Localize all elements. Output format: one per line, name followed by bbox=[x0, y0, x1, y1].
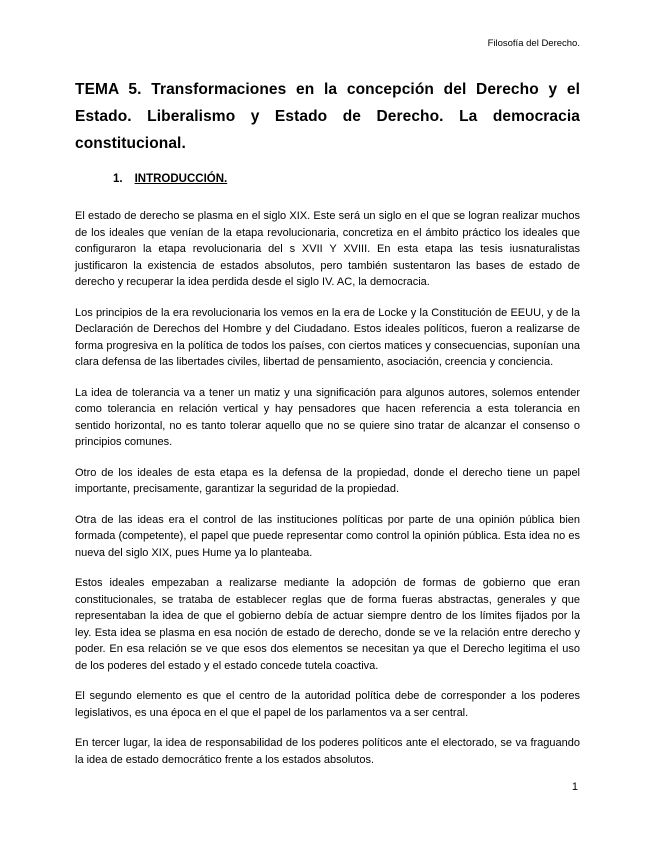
paragraph: Otra de las ideas era el control de las instituciones políticas por parte de una opinión pública bien formada (competente), el papel que puede representar como control la opinión pública. Esta idea no es nueva del siglo XIX, pues Hume ya lo planteaba. bbox=[75, 513, 580, 559]
running-head: Filosofía del Derecho. bbox=[487, 38, 580, 49]
paragraph: Los principios de la era revolucionaria los vemos en la era de Locke y la Constitución de EEUU, y de la Declaración de Derechos del Hombre y del Ciudadano. Estos ideales políticos, fueron a realizarse de forma progresiva en la política de todos los países, con ciertos matices y consecuencias, suponían una clara defensa de las libertades civiles, libertad de pensamiento, asociación, creencia y conciencia. bbox=[75, 306, 580, 368]
paragraph: La idea de tolerancia va a tener un matiz y una significación para algunos autores, solemos entender como tolerancia en relación vertical y hay pensadores que hacen referencia a esta tolerancia en sentido horizontal, no es tanto tolerar aquello que no se quiere sino tratar de alcanzar el consenso o principios comunes. bbox=[75, 386, 580, 448]
body-paragraphs bbox=[75, 208, 580, 768]
paragraph: El segundo elemento es que el centro de la autoridad política debe de corresponder a los poderes legislativos, es una época en el que el papel de los parlamentos va a ser central. bbox=[75, 690, 580, 719]
document-title: TEMA 5. Transformaciones en la concepción del Derecho y el Estado. Liberalismo y Estado de Derecho. La democracia constitucional. bbox=[75, 81, 580, 152]
page-number: 1 bbox=[571, 781, 578, 793]
paragraph: Otro de los ideales de esta etapa es la defensa de la propiedad, donde el derecho tiene un papel importante, precisamente, garantizar la seguridad de la propiedad. bbox=[75, 466, 580, 495]
paragraph: En tercer lugar, la idea de responsabilidad de los poderes políticos ante el electorado, se va fraguando la idea de estado democrático frente a los estados absolutos. bbox=[75, 737, 580, 766]
section-heading bbox=[113, 171, 580, 188]
paragraph: El estado de derecho se plasma en el siglo XIX. Este será un siglo en el que se logran realizar muchos de los ideales que venían de la etapa revolucionaria, concretiza en el ámbito práctico los ideales que configuraron la etapa revolucionaria del s XVII Y XVIII. En esta etapa las tesis iusnaturalistas justificaron la existencia de estados absolutos, pero también sustentaron las bases de estado de derecho y recuperar la idea perdida desde el siglo IV. AC, la democracia. bbox=[75, 210, 580, 288]
section-title: INTRODUCCIÓN. bbox=[134, 173, 228, 185]
paragraph: Estos ideales empezaban a realizarse mediante la adopción de formas de gobierno que eran constitucionales, se trataba de establecer reglas que de forma fueras abstractas, generales y que representaban la idea de que el gobierno debía de actuar siempre dentro de los límites fijados por la ley. Esta idea se plasma en esa noción de estado de derecho, donde se ve la relación entre derecho y poder. En esa relación se ve que esos dos elementos se necesitan ya que el Derecho legitima el uso de los poderes del estado y el estado concede tutela coactiva. bbox=[75, 577, 580, 672]
section-number: 1. bbox=[113, 173, 123, 185]
